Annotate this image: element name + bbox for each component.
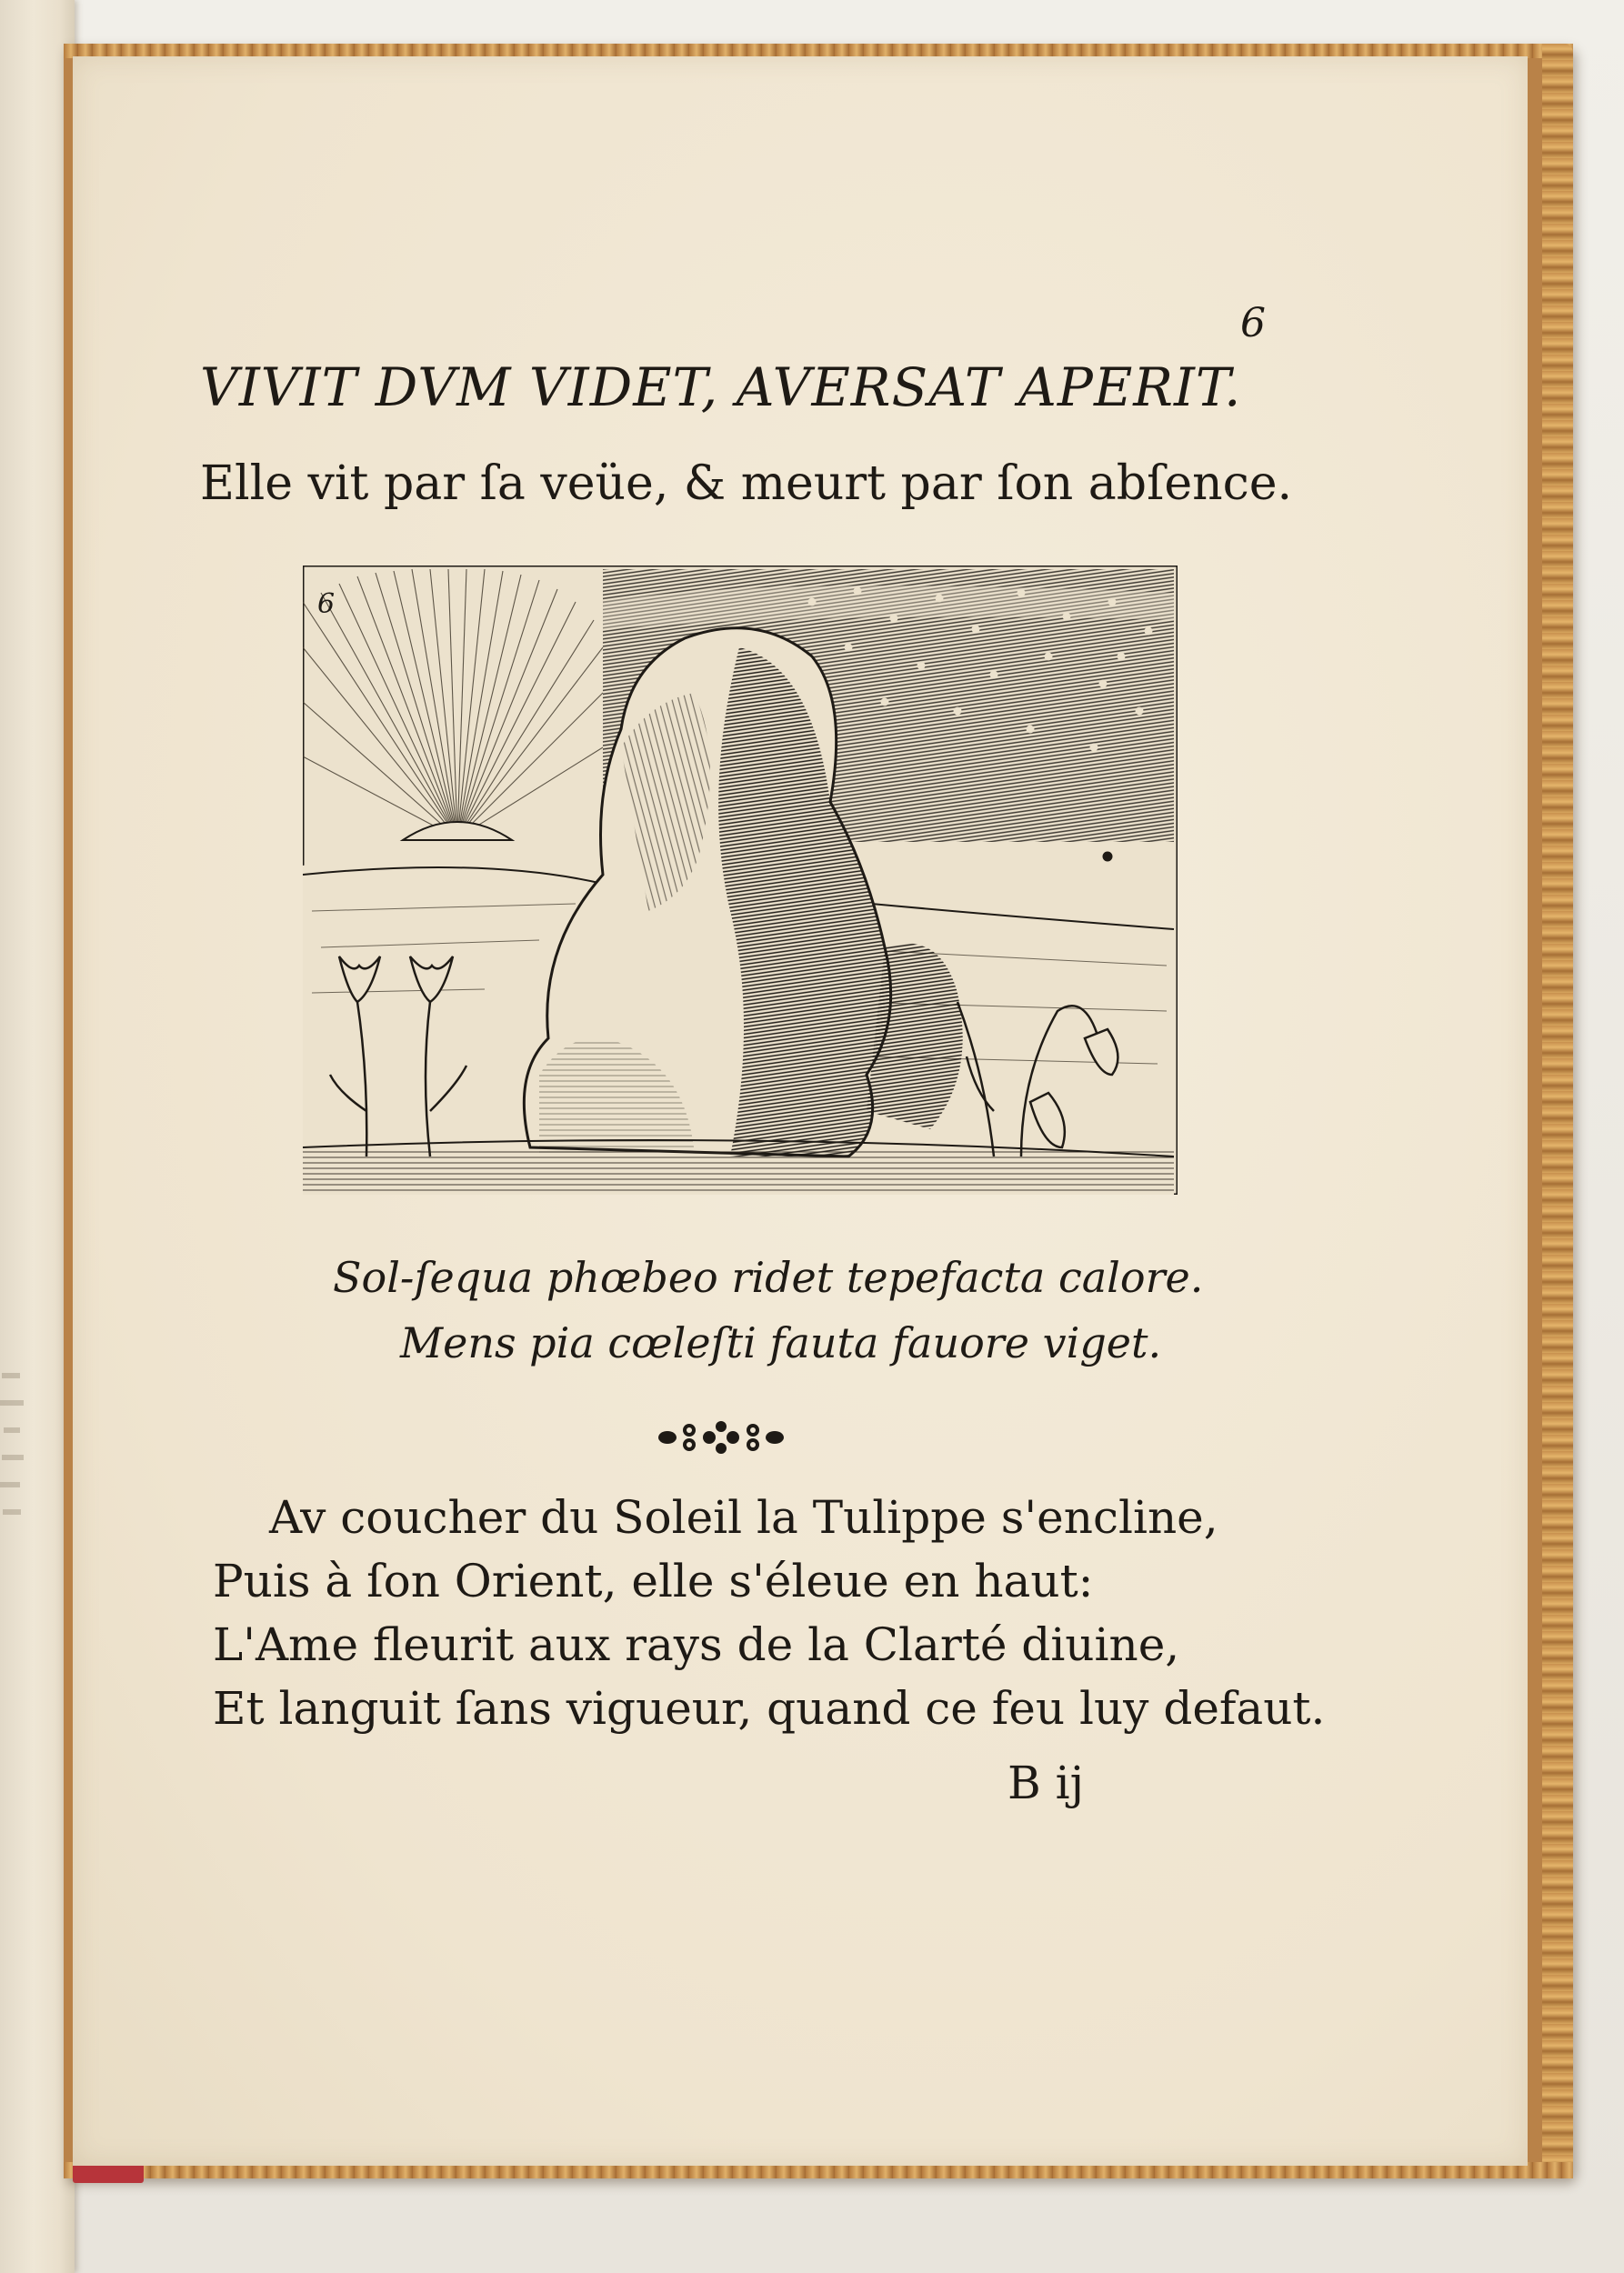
emblem-engraving [303, 566, 1178, 1195]
latin-motto: VIVIT DVM VIDET, AVERSAT APERIT. [200, 356, 1242, 418]
facing-page-show-through [0, 1364, 31, 1637]
latin-verse-2: Mens pia cœleſti fauta fauore viget. [400, 1318, 1162, 1367]
page-number: 6 [1240, 300, 1266, 346]
french-verse-1: Av coucher du Soleil la Tulippe s'encline, [269, 1491, 1218, 1544]
french-verse-3: L'Ame fleurit aux rays de la Clarté diuine, [213, 1618, 1180, 1671]
binding-gilt-edge [1542, 44, 1573, 2178]
ground [303, 1140, 1174, 1191]
french-verse-4: Et languit ſans vigueur, quand ce feu luy defaut. [213, 1682, 1326, 1735]
signature-mark: B ij [1007, 1757, 1085, 1809]
fleuron-ornament-icon [657, 1416, 786, 1459]
french-verse-2: Puis à ſon Orient, elle s'éleue en haut: [213, 1555, 1094, 1607]
plate-number: 6 [317, 588, 336, 620]
latin-verse-1: Sol-ſequa phœbeo ridet tepefacta calore. [333, 1253, 1204, 1302]
french-motto: Elle vit par ſa veüe, & meurt par ſon abſence. [200, 456, 1293, 511]
